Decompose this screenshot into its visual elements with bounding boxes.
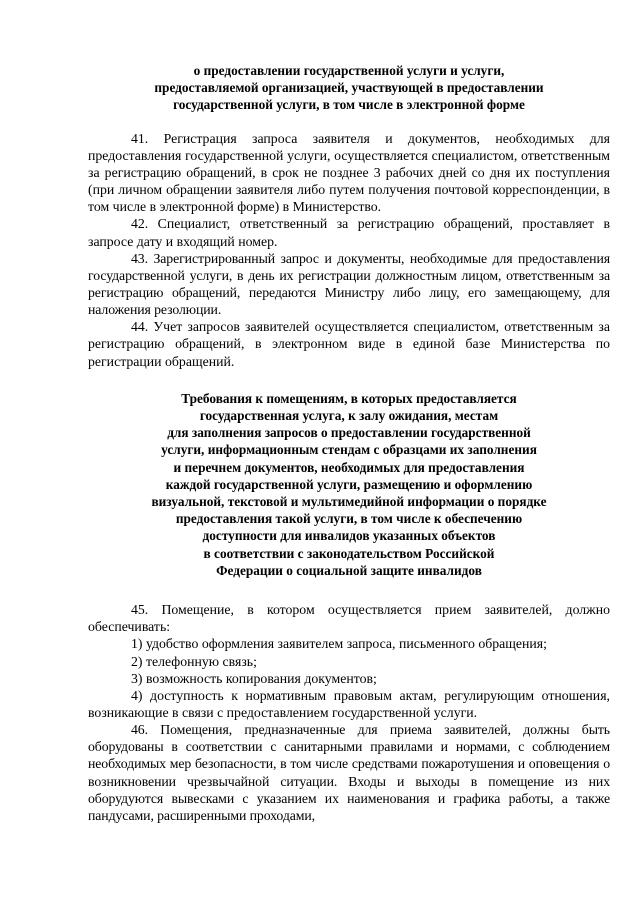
list-item-3: 3) возможность копирования документов; [131,670,377,686]
heading-line: Требования к помещениям, в которых предоставляется [181,390,517,406]
heading-line: доступности для инвалидов указанных объектов [202,528,496,544]
heading-line: предоставления такой услуги, в том числе к обеспечению [175,511,523,527]
paragraph-42: 42. Специалист, ответственный за регистрацию обращений, проставляет в запросе дату и входящий номер. [88,216,610,249]
paragraph-group-premises [88,601,610,824]
paragraph-44: 44. Учет запросов заявителей осуществляется специалистом, ответственным за регистрацию обращений, в электронном виде в единой базе Министерства по регистрации обращений. [88,319,610,369]
document-page [88,62,610,824]
heading-line: государственная услуга, к залу ожидания, местам [199,408,499,423]
heading-line: предоставляемой организацией, участвующей в предоставлении [154,80,544,96]
paragraph-46: 46. Помещения, предназначенные для приема заявителей, должны быть оборудованы в соответствии с санитарными правилами и нормами, с соблюдением необходимых мер безопасности, в том числе средствами пожаротушения и оповещения о возникновении чрезвычайной ситуации. Входы и выходы в помещение из них оборудуются вывесками с указанием их наименования и графика работы, а также пандусами, расширенными проходами, [88,722,610,823]
heading-line: услуги, информационным стендам с образцами их заполнения [161,442,537,458]
list-item-2: 2) телефонную связь; [131,653,257,669]
heading-line: Федерации о социальной защите инвалидов [216,562,482,578]
heading-line: и перечнем документов, необходимых для предоставления [173,459,525,475]
section-heading-premises [88,390,610,579]
heading-line: государственной услуги, в том числе в электронной форме [173,97,525,113]
heading-line: визуальной, текстовой и мультимедийной информации о порядке [151,494,547,510]
paragraph-group-registration [88,130,610,370]
heading-line: для заполнения запросов о предоставлении государственной [167,425,531,441]
heading-line: в соответствии с законодательством Российской [203,545,495,561]
heading-line: каждой государственной услуги, размещению и оформлению [165,476,533,492]
list-item-1: 1) удобство оформления заявителем запроса, письменного обращения; [131,636,547,652]
paragraph-45: 45. Помещение, в котором осуществляется прием заявителей, должно обеспечивать: [88,602,610,635]
paragraph-41: 41. Регистрация запроса заявителя и документов, необходимых для предоставления государственной услуги, осуществляется специалистом, ответственным за регистрацию обращений, в срок не позднее 3 рабочих дней со дня их поступления (при личном обращении заявителя либо путем получения почтовой корреспонденции, в том числе в электронной форме) в Министерство. [88,130,610,215]
section-heading-top [88,62,610,114]
heading-line: о предоставлении государственной услуги и услуги, [193,63,505,78]
paragraph-43: 43. Зарегистрированный запрос и документы, необходимые для предоставления государственной услуги, в день их регистрации должностным лицом, ответственным за регистрацию обращений, передаются Министру либо лицу, его замещающему, для наложения резолюции. [88,250,610,318]
list-item-4: 4) доступность к нормативным правовым актам, регулирующим отношения, возникающие в связи с предоставлением государственной услуги. [88,687,610,720]
